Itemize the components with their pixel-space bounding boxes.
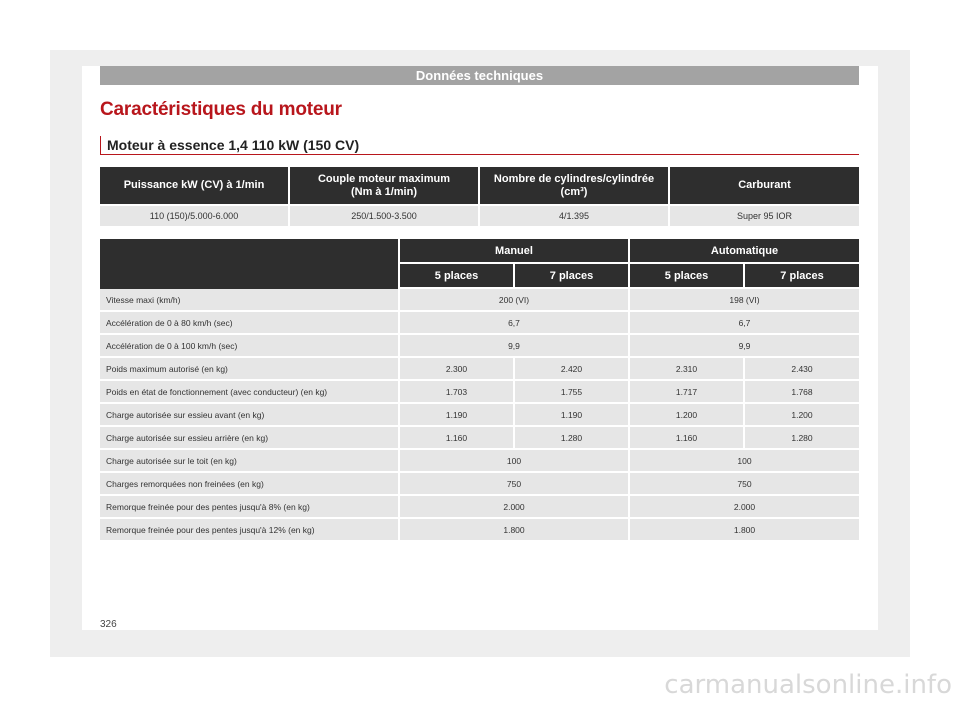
row-value-manuel: 200 (VI) bbox=[400, 289, 630, 312]
row-value: 1.200 bbox=[630, 404, 745, 427]
table-row bbox=[100, 519, 859, 542]
row-value-automatique: 6,7 bbox=[630, 312, 859, 335]
cell-fuel: Super 95 IOR bbox=[670, 204, 859, 226]
row-value-manuel: 9,9 bbox=[400, 335, 630, 358]
row-label: Charges remorquées non freinées (en kg) bbox=[100, 473, 400, 496]
engine-table bbox=[100, 167, 859, 226]
table-row bbox=[100, 381, 859, 404]
spec-header-blank bbox=[100, 239, 400, 289]
group-manuel: Manuel bbox=[400, 239, 630, 264]
header-torque: Couple moteur maximum (Nm à 1/min) bbox=[290, 167, 480, 204]
table-row bbox=[100, 289, 859, 312]
row-value: 1.160 bbox=[400, 427, 515, 450]
row-value: 2.300 bbox=[400, 358, 515, 381]
row-label: Remorque freinée pour des pentes jusqu'à 12% (en kg) bbox=[100, 519, 400, 542]
row-label: Charge autorisée sur essieu arrière (en kg) bbox=[100, 427, 400, 450]
row-value-manuel: 750 bbox=[400, 473, 630, 496]
row-value: 1.703 bbox=[400, 381, 515, 404]
page-title: Caractéristiques du moteur bbox=[100, 99, 342, 120]
row-value: 1.190 bbox=[515, 404, 630, 427]
spec-table bbox=[100, 239, 859, 542]
row-value-automatique: 100 bbox=[630, 450, 859, 473]
table-row bbox=[100, 335, 859, 358]
row-label: Poids maximum autorisé (en kg) bbox=[100, 358, 400, 381]
sub-manuel-7: 7 places bbox=[515, 264, 630, 289]
table-row bbox=[100, 204, 859, 226]
row-value-manuel: 2.000 bbox=[400, 496, 630, 519]
engine-subtitle: Moteur à essence 1,4 110 kW (150 CV) bbox=[100, 136, 859, 155]
row-value: 1.755 bbox=[515, 381, 630, 404]
table-row bbox=[100, 358, 859, 381]
table-row bbox=[100, 427, 859, 450]
row-value: 2.420 bbox=[515, 358, 630, 381]
header-fuel: Carburant bbox=[670, 167, 859, 204]
row-label: Charge autorisée sur le toit (en kg) bbox=[100, 450, 400, 473]
row-value: 1.190 bbox=[400, 404, 515, 427]
header-cylinders-text: Nombre de cylindres/cylindrée (cm³) bbox=[493, 172, 655, 198]
row-value-manuel: 6,7 bbox=[400, 312, 630, 335]
table-row bbox=[100, 450, 859, 473]
row-value-automatique: 750 bbox=[630, 473, 859, 496]
sub-manuel-5: 5 places bbox=[400, 264, 515, 289]
row-value: 1.280 bbox=[515, 427, 630, 450]
cell-power: 110 (150)/5.000-6.000 bbox=[100, 204, 290, 226]
row-value: 1.768 bbox=[745, 381, 859, 404]
sub-auto-7: 7 places bbox=[745, 264, 859, 289]
row-label: Poids en état de fonctionnement (avec conducteur) (en kg) bbox=[100, 381, 400, 404]
row-value-automatique: 198 (VI) bbox=[630, 289, 859, 312]
cell-torque: 250/1.500-3.500 bbox=[290, 204, 480, 226]
table-row bbox=[100, 312, 859, 335]
row-value-manuel: 1.800 bbox=[400, 519, 630, 542]
table-row bbox=[100, 473, 859, 496]
group-automatique: Automatique bbox=[630, 239, 859, 264]
row-value-automatique: 9,9 bbox=[630, 335, 859, 358]
header-cylinders bbox=[480, 167, 670, 204]
row-value: 1.717 bbox=[630, 381, 745, 404]
row-label: Accélération de 0 à 80 km/h (sec) bbox=[100, 312, 400, 335]
page-number: 326 bbox=[100, 619, 117, 630]
row-value-manuel: 100 bbox=[400, 450, 630, 473]
header-power: Puissance kW (CV) à 1/min bbox=[100, 167, 290, 204]
watermark: carmanualsonline.info bbox=[664, 670, 952, 700]
row-label: Remorque freinée pour des pentes jusqu'à 8% (en kg) bbox=[100, 496, 400, 519]
row-value: 2.430 bbox=[745, 358, 859, 381]
row-value: 1.200 bbox=[745, 404, 859, 427]
row-label: Charge autorisée sur essieu avant (en kg) bbox=[100, 404, 400, 427]
cell-cylinders: 4/1.395 bbox=[480, 204, 670, 226]
table-row bbox=[100, 496, 859, 519]
row-value: 2.310 bbox=[630, 358, 745, 381]
row-value: 1.280 bbox=[745, 427, 859, 450]
section-header: Données techniques bbox=[100, 66, 859, 85]
sub-auto-5: 5 places bbox=[630, 264, 745, 289]
row-label: Vitesse maxi (km/h) bbox=[100, 289, 400, 312]
row-value-automatique: 1.800 bbox=[630, 519, 859, 542]
row-value-automatique: 2.000 bbox=[630, 496, 859, 519]
row-value: 1.160 bbox=[630, 427, 745, 450]
spec-table-body bbox=[100, 289, 859, 542]
row-label: Accélération de 0 à 100 km/h (sec) bbox=[100, 335, 400, 358]
table-row bbox=[100, 404, 859, 427]
